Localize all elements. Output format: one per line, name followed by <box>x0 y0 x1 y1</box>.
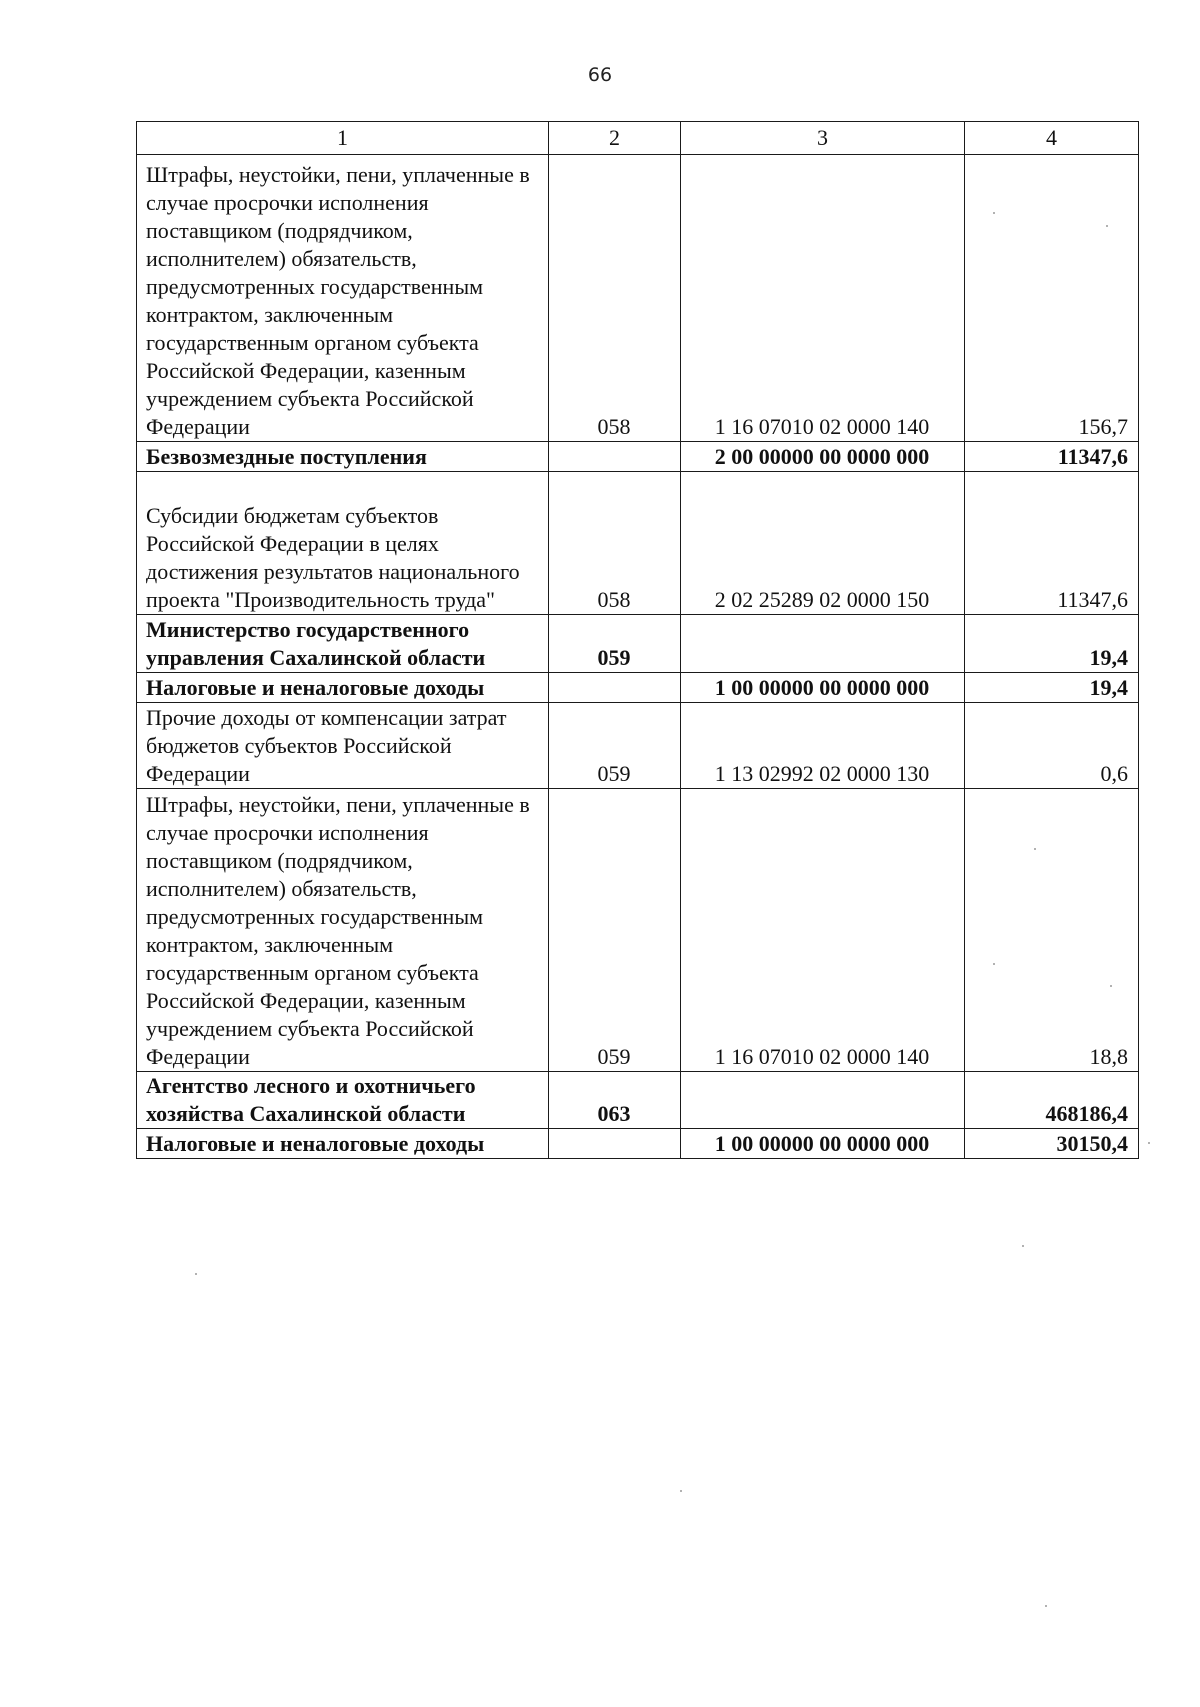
table-row <box>137 1072 1139 1129</box>
row-amount-cell: 11347,6 <box>965 442 1139 472</box>
table-row <box>137 703 1139 789</box>
row-name-cell: Налоговые и неналоговые доходы <box>137 1129 549 1159</box>
row-name-cell: Субсидии бюджетам субъектов Российской Федерации в целях достижения результатов национального проекта "Производительность труда" <box>137 472 549 615</box>
scan-speck <box>1034 848 1036 850</box>
row-kbk-cell: 1 00 00000 00 0000 000 <box>681 673 965 703</box>
row-name-cell: Штрафы, неустойки, пени, уплаченные в случае просрочки исполнения поставщиком (подрядчиком, исполнителем) обязательств, предусмотренных государственным контрактом, заключенным государственным органом субъекта Российской Федерации, казенным учреждением субъекта Российской Федерации <box>137 789 549 1072</box>
column-header-4: 4 <box>965 122 1139 155</box>
scan-speck <box>1148 1142 1150 1144</box>
table-row <box>137 673 1139 703</box>
row-amount-cell: 11347,6 <box>965 472 1139 615</box>
row-kbk-cell: 1 00 00000 00 0000 000 <box>681 1129 965 1159</box>
page-number: 66 <box>587 64 613 86</box>
column-header-3: 3 <box>681 122 965 155</box>
column-header-1: 1 <box>137 122 549 155</box>
row-name-cell: Агентство лесного и охотничьего хозяйства Сахалинской области <box>137 1072 549 1129</box>
row-code-cell: 063 <box>549 1072 681 1129</box>
row-name-cell: Безвозмездные поступления <box>137 442 549 472</box>
row-amount-cell: 156,7 <box>965 155 1139 442</box>
row-amount-cell: 0,6 <box>965 703 1139 789</box>
row-kbk-cell <box>681 615 965 673</box>
table-header-row <box>137 122 1139 155</box>
row-amount-cell: 30150,4 <box>965 1129 1139 1159</box>
row-code-cell: 059 <box>549 703 681 789</box>
row-code-cell: 059 <box>549 789 681 1072</box>
scan-speck <box>680 1490 682 1492</box>
scan-speck <box>993 212 995 214</box>
row-name-cell: Налоговые и неналоговые доходы <box>137 673 549 703</box>
scan-speck <box>1110 985 1112 987</box>
row-name-cell: Прочие доходы от компенсации затрат бюджетов субъектов Российской Федерации <box>137 703 549 789</box>
table-row <box>137 472 1139 615</box>
table-row <box>137 1129 1139 1159</box>
row-amount-cell: 19,4 <box>965 615 1139 673</box>
table-row <box>137 789 1139 1072</box>
row-code-cell <box>549 442 681 472</box>
row-kbk-cell: 1 16 07010 02 0000 140 <box>681 155 965 442</box>
row-code-cell <box>549 673 681 703</box>
row-kbk-cell: 1 13 02992 02 0000 130 <box>681 703 965 789</box>
row-kbk-cell: 2 02 25289 02 0000 150 <box>681 472 965 615</box>
revenue-table <box>136 121 1139 1159</box>
table-row <box>137 615 1139 673</box>
row-amount-cell: 18,8 <box>965 789 1139 1072</box>
row-name-cell: Штрафы, неустойки, пени, уплаченные в случае просрочки исполнения поставщиком (подрядчиком, исполнителем) обязательств, предусмотренных государственным контрактом, заключенным государственным органом субъекта Российской Федерации, казенным учреждением субъекта Российской Федерации <box>137 155 549 442</box>
row-kbk-cell <box>681 1072 965 1129</box>
row-kbk-cell: 1 16 07010 02 0000 140 <box>681 789 965 1072</box>
row-code-cell: 059 <box>549 615 681 673</box>
scan-speck <box>1106 225 1108 227</box>
row-code-cell <box>549 1129 681 1159</box>
scan-speck <box>1045 1605 1047 1607</box>
row-amount-cell: 468186,4 <box>965 1072 1139 1129</box>
row-amount-cell: 19,4 <box>965 673 1139 703</box>
table-row <box>137 155 1139 442</box>
row-code-cell: 058 <box>549 155 681 442</box>
scan-speck <box>195 1273 197 1275</box>
row-kbk-cell: 2 00 00000 00 0000 000 <box>681 442 965 472</box>
table-row <box>137 442 1139 472</box>
column-header-2: 2 <box>549 122 681 155</box>
scan-speck <box>1022 1245 1024 1247</box>
row-name-cell: Министерство государственного управления Сахалинской области <box>137 615 549 673</box>
scan-speck <box>993 963 995 965</box>
row-code-cell: 058 <box>549 472 681 615</box>
